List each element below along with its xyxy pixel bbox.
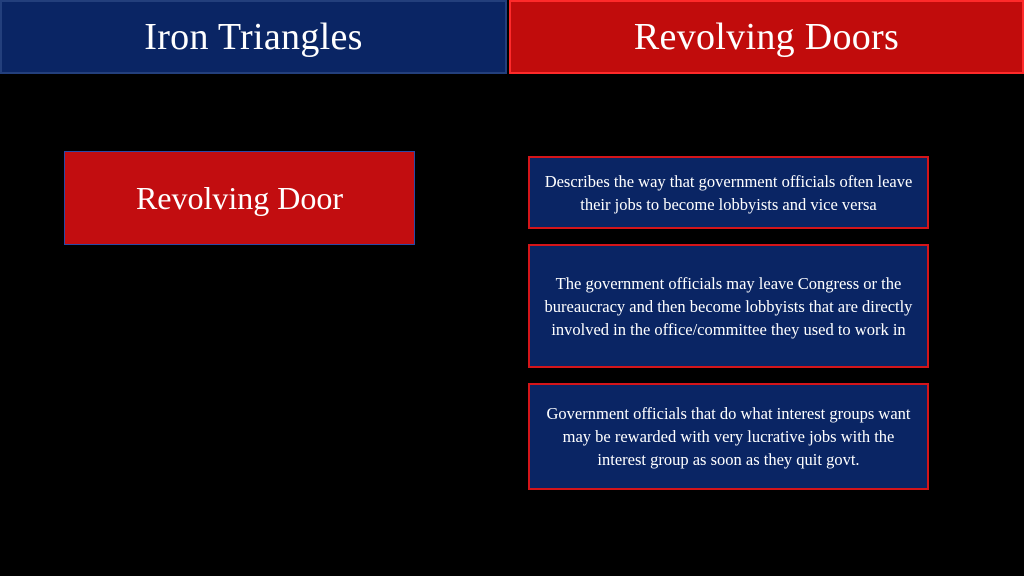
tab-revolving-doors[interactable]: Revolving Doors <box>509 0 1024 74</box>
definition-text-3: Government officials that do what interest groups want may be rewarded with very lucrative jobs with the interest group as soon as they quit govt. <box>546 404 911 469</box>
tab-iron-triangles[interactable]: Iron Triangles <box>0 0 507 74</box>
definition-text-2: The government officials may leave Congress or the bureaucracy and then become lobbyists that are directly involved in the office/committee they used to work in <box>544 273 913 339</box>
definition-text-1: Describes the way that government officials often leave their jobs to become lobbyists and vice versa <box>544 171 913 214</box>
definition-box-1 <box>528 156 929 229</box>
term-revolving-door: Revolving Door <box>64 151 415 245</box>
definition-box-2 <box>528 244 929 368</box>
definition-box-3 <box>528 383 929 490</box>
